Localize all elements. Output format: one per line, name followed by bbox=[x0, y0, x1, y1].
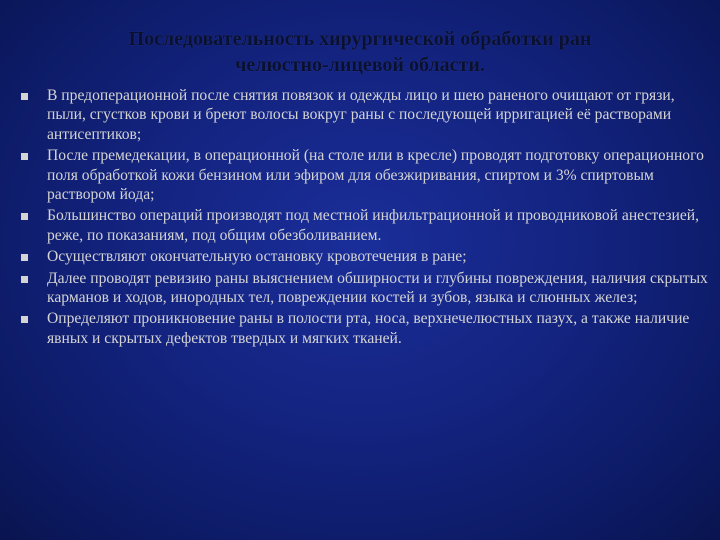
list-item-text: В предоперационной после снятия повязок и одежды лицо и шею раненого очищают от грязи, пыли, сгустков крови и бреют волосы вокруг раны с последующей ирригацией её растворами антисептиков; bbox=[47, 87, 675, 143]
list-item-text: Большинство операций производят под местной инфильтрационной и проводниковой анестезией, реже, по показаниям, под общим обезболиванием. bbox=[47, 207, 699, 244]
list-item bbox=[20, 206, 710, 245]
square-bullet-icon bbox=[21, 276, 28, 283]
list-item bbox=[20, 269, 710, 308]
square-bullet-icon bbox=[21, 254, 28, 261]
list-item-text: Далее проводят ревизию раны выяснением обширности и глубины повреждения, наличия скрытых карманов и ходов, инородных тел, повреждении костей и зубов, языка и слюнных желез; bbox=[47, 269, 708, 307]
slide-title-line-1: Последовательность хирургической обработки ран bbox=[128, 28, 592, 50]
slide-title bbox=[40, 26, 680, 78]
slide-title-line-2: челюстно-лицевой области. bbox=[235, 54, 485, 76]
list-item-text: После премедекации, в операционной (на столе или в кресле) проводят подготовку операционного поля обработкой кожи бензином или эфиром для обезжиривания, спиртом и 3% спиртовым раствором йода; bbox=[47, 147, 704, 204]
square-bullet-icon bbox=[21, 93, 28, 100]
list-item-text: Осуществляют окончательную остановку кровотечения в ране; bbox=[47, 248, 467, 266]
square-bullet-icon bbox=[21, 153, 28, 160]
square-bullet-icon bbox=[21, 316, 28, 323]
list-item bbox=[20, 309, 710, 348]
square-bullet-icon bbox=[21, 213, 28, 220]
list-item bbox=[20, 86, 710, 144]
list-item-text: Определяют проникновение раны в полости рта, носа, верхнечелюстных пазух, а также наличие явных и скрытых дефектов твердых и мягких тканей. bbox=[47, 310, 690, 347]
list-item bbox=[20, 247, 710, 266]
bullet-list bbox=[20, 86, 710, 350]
list-item bbox=[20, 146, 710, 204]
